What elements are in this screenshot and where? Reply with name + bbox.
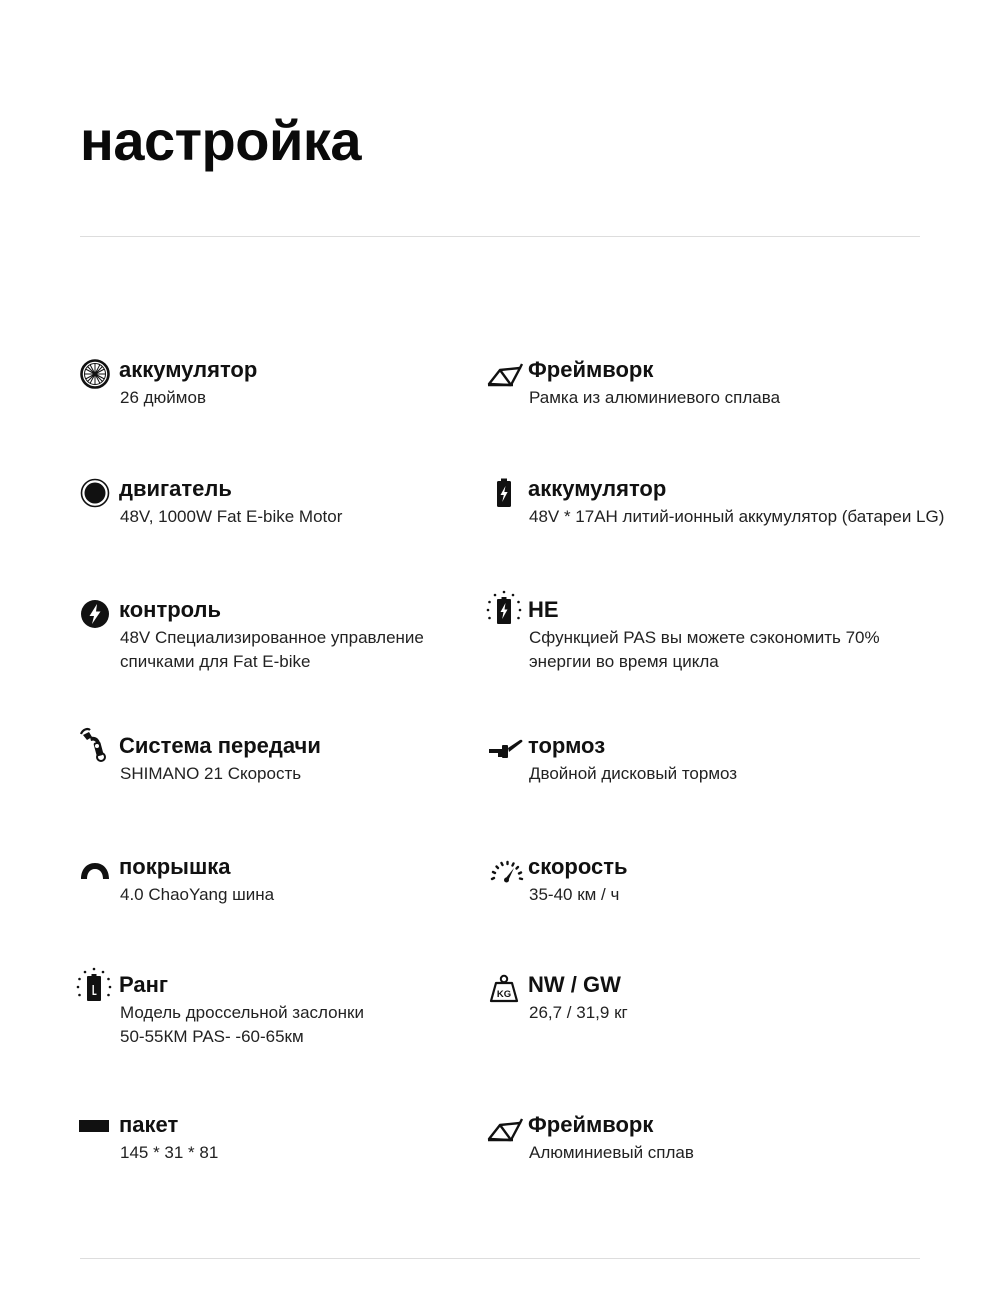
pas-battery-icon	[486, 590, 522, 630]
brake-lever-icon	[488, 734, 524, 766]
svg-text:KG: KG	[496, 989, 512, 1000]
spec-value: 48V * 17AH литий-ионный аккумулятор (батареи LG)	[529, 507, 945, 526]
spec-label: контроль	[119, 597, 222, 622]
spec-value: Рамка из алюминиевого сплава	[529, 388, 781, 407]
spec-label: скорость	[528, 854, 628, 879]
spec-value: Модель дроссельной заслонки 50-55КМ PAS- -60-65км	[120, 1003, 364, 1046]
bottom-divider	[80, 1258, 920, 1259]
tire-icon	[79, 855, 111, 887]
top-divider	[80, 236, 920, 237]
spec-value: Сфункцией PAS вы можете сэкономить 70% энергии во время цикла	[529, 628, 880, 671]
spec-label: Ранг	[119, 972, 169, 997]
controller-bolt-icon	[79, 598, 111, 630]
spec-label: NW / GW	[528, 972, 621, 997]
spec-label: Фреймворк	[528, 1112, 654, 1137]
spec-value: 145 * 31 * 81	[120, 1143, 219, 1162]
speedometer-icon	[488, 855, 524, 887]
weight-kg-icon	[488, 973, 520, 1005]
spec-label: покрышка	[119, 854, 231, 879]
spec-label: Система передачи	[119, 733, 321, 758]
spec-value: 4.0 ChaoYang шина	[120, 885, 275, 904]
spec-label: двигатель	[119, 476, 232, 501]
spec-value: 48V, 1000W Fat E-bike Motor	[120, 507, 343, 526]
spec-value: SHIMANO 21 Скорость	[120, 764, 302, 783]
spec-value: Алюминиевый сплав	[529, 1143, 694, 1162]
spec-label: аккумулятор	[528, 476, 667, 501]
spec-label: пакет	[119, 1112, 179, 1137]
spec-value: 48V Специализированное управление спичками для Fat E-bike	[120, 628, 424, 671]
spec-label: аккумулятор	[119, 357, 258, 382]
spec-value: 35-40 км / ч	[529, 885, 620, 904]
wheel-icon	[79, 358, 111, 390]
package-icon	[79, 1113, 111, 1145]
spec-value: 26,7 / 31,9 кг	[529, 1003, 628, 1022]
spec-value: 26 дюймов	[120, 388, 206, 407]
battery-icon	[488, 477, 520, 509]
frame-icon	[486, 358, 524, 390]
spec-value: Двойной дисковый тормоз	[529, 764, 738, 783]
range-battery-icon	[76, 967, 112, 1007]
derailleur-icon	[79, 726, 111, 764]
page-title: настройка	[80, 109, 362, 172]
frame-icon	[486, 1113, 524, 1145]
spec-label: тормоз	[528, 733, 606, 758]
motor-icon	[79, 477, 111, 509]
spec-label: Фреймворк	[528, 357, 654, 382]
spec-label: НЕ	[528, 597, 559, 622]
